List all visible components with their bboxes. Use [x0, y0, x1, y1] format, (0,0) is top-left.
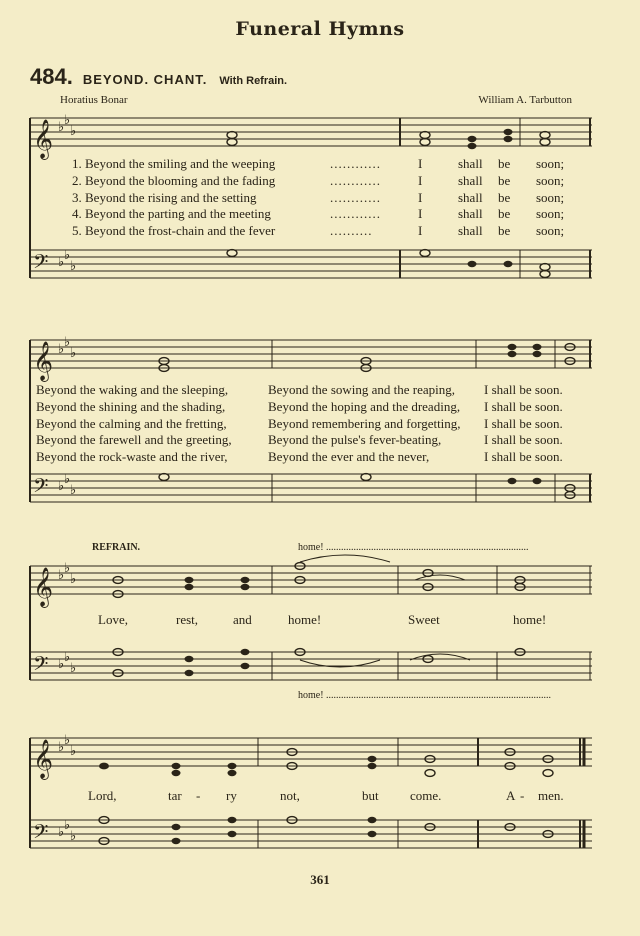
bass-clef-icon: 𝄢: [33, 250, 49, 278]
lyric-word: -: [520, 788, 525, 803]
lyric-word: home!: [513, 612, 547, 627]
lyric-word: Lord,: [88, 788, 117, 803]
treble-clef-icon: 𝄞: [33, 567, 54, 607]
svg-text:♭: ♭: [64, 472, 71, 487]
lyric-word: men.: [538, 788, 564, 803]
svg-text:♭: ♭: [58, 255, 65, 270]
lyric-word: and: [233, 612, 252, 627]
hymn-refrain-note: With Refrain.: [219, 75, 288, 87]
verse2-line-a: Beyond the farewell and the greeting,: [36, 432, 232, 447]
refrain-home-dots: home! ..........................................................................................: [298, 690, 552, 701]
treble-clef-icon: 𝄞: [33, 341, 54, 381]
staff-system-2-bass: [30, 474, 592, 502]
refrain-label: REFRAIN.: [92, 542, 141, 553]
verse2-line-a: Beyond the calming and the fretting,: [36, 416, 227, 431]
refrain-home-dots: home! .................................................................................: [298, 542, 529, 553]
svg-text:♭: ♭: [64, 113, 71, 128]
hymn-number: 484.: [30, 64, 73, 89]
svg-text:♭: ♭: [58, 342, 65, 357]
verse2-line-b: Beyond the ever and the never,: [268, 449, 430, 464]
svg-text:♭: ♭: [70, 572, 77, 587]
lyric-word: but: [362, 788, 379, 803]
verse2-line-c: I shall be soon.: [484, 416, 563, 431]
verse2-line-a: Beyond the waking and the sleeping,: [36, 382, 229, 397]
svg-text:♭: ♭: [70, 829, 77, 844]
svg-text:♭: ♭: [70, 259, 77, 274]
verse2-line-c: I shall be soon.: [484, 449, 563, 464]
staff-system-3-treble: [30, 566, 592, 594]
svg-text:♭: ♭: [64, 335, 71, 350]
svg-text:♭: ♭: [70, 346, 77, 361]
lyric-word: tar: [168, 788, 182, 803]
lyric-word: ry: [226, 788, 237, 803]
svg-text:♭: ♭: [64, 733, 71, 748]
verse2-line-c: I shall be soon.: [484, 399, 563, 414]
svg-text:♭: ♭: [64, 818, 71, 833]
section-title: Funeral Hymns: [235, 18, 405, 40]
lyric-word: Sweet: [408, 612, 440, 627]
page-number: 361: [310, 872, 330, 887]
svg-text:♭: ♭: [58, 568, 65, 583]
hymn-author: Horatius Bonar: [60, 94, 128, 106]
hymn-tune-name: BEYOND. CHANT.: [82, 72, 208, 87]
staff-system-4-treble: [30, 738, 592, 766]
treble-clef-icon: 𝄞: [33, 119, 54, 159]
verse2-line-c: I shall be soon.: [484, 382, 563, 397]
lyric-word: not,: [280, 788, 300, 803]
svg-text:♭: ♭: [70, 124, 77, 139]
verse2-line-b: Beyond the pulse's fever-beating,: [268, 432, 442, 447]
verse2-line-a: Beyond the shining and the shading,: [36, 399, 226, 414]
verse2-line-b: Beyond the sowing and the reaping,: [268, 382, 456, 397]
hymn-composer: William A. Tarbutton: [478, 94, 572, 106]
svg-text:♭: ♭: [58, 825, 65, 840]
svg-text:♭: ♭: [64, 561, 71, 576]
verse2-line-b: Beyond the hoping and the dreading,: [268, 399, 461, 414]
bass-clef-icon: 𝄢: [33, 474, 49, 502]
lyric-word: home!: [288, 612, 322, 627]
svg-text:♭: ♭: [70, 661, 77, 676]
bass-clef-icon: 𝄢: [33, 820, 49, 848]
verse2-line-b: Beyond remembering and forgetting,: [268, 416, 461, 431]
svg-text:♭: ♭: [58, 479, 65, 494]
svg-text:♭: ♭: [64, 650, 71, 665]
treble-clef-icon: 𝄞: [33, 739, 54, 779]
lyric-word: Love,: [98, 612, 128, 627]
verse2-line-c: I shall be soon.: [484, 432, 563, 447]
svg-text:♭: ♭: [70, 744, 77, 759]
lyric-word: rest,: [176, 612, 199, 627]
svg-text:♭: ♭: [58, 740, 65, 755]
lyric-word: come.: [410, 788, 442, 803]
svg-text:♭: ♭: [64, 248, 71, 263]
verse2-line-a: Beyond the rock-waste and the river,: [36, 449, 228, 464]
hymnal-page: Funeral Hymns 484. BEYOND. CHANT. With Refrain. Horatius Bonar William A. Tarbutton 𝄞 𝄞 𝄞 𝄞 𝄢 𝄢 𝄢 𝄢 ♭ ♭ ♭ ♭ ♭ ♭ ♭ ♭ ♭ ♭ ♭ ♭ ♭ ♭ ♭ ♭ ♭ ♭ ♭ ♭ ♭ ♭ ♭ ♭ 1. Beyond the smiling and the weeping ............ I shall be soon; 2. Beyond the blooming and the fading ............ I shall be soon; 3. Beyond the rising and the setting ............ I shall be soon; 4. Beyond the parting and the meeting ............ I shall be soon; 5. Beyond the frost-chain and the fever .......... I shall be soon; Beyond the waking and the sleeping, Beyond the sowing and the reaping, I shall be soon. Beyond the shining and the shading, Beyond the hoping and the dreading, I shall be soon. Beyond the calming and the fretting, Beyond remembering and forgetting, I shall be soon. Beyond the farewell and the greeting, Beyond the pulse's fever-beating, I shall be soon. Beyond the rock-waste and the river, Beyond the ever and the never, I shall be soon. REFRAIN. home! ................................................................................. home! .......................................................................................... Love, rest, and home! Sweet home! Lord, tar - ry not, but come. A - men. 361: [0, 0, 640, 936]
bass-clef-icon: 𝄢: [33, 652, 49, 680]
lyric-word: -: [196, 788, 201, 803]
svg-text:♭: ♭: [70, 483, 77, 498]
svg-text:♭: ♭: [58, 120, 65, 135]
svg-text:♭: ♭: [58, 657, 65, 672]
lyric-word: A: [506, 788, 516, 803]
